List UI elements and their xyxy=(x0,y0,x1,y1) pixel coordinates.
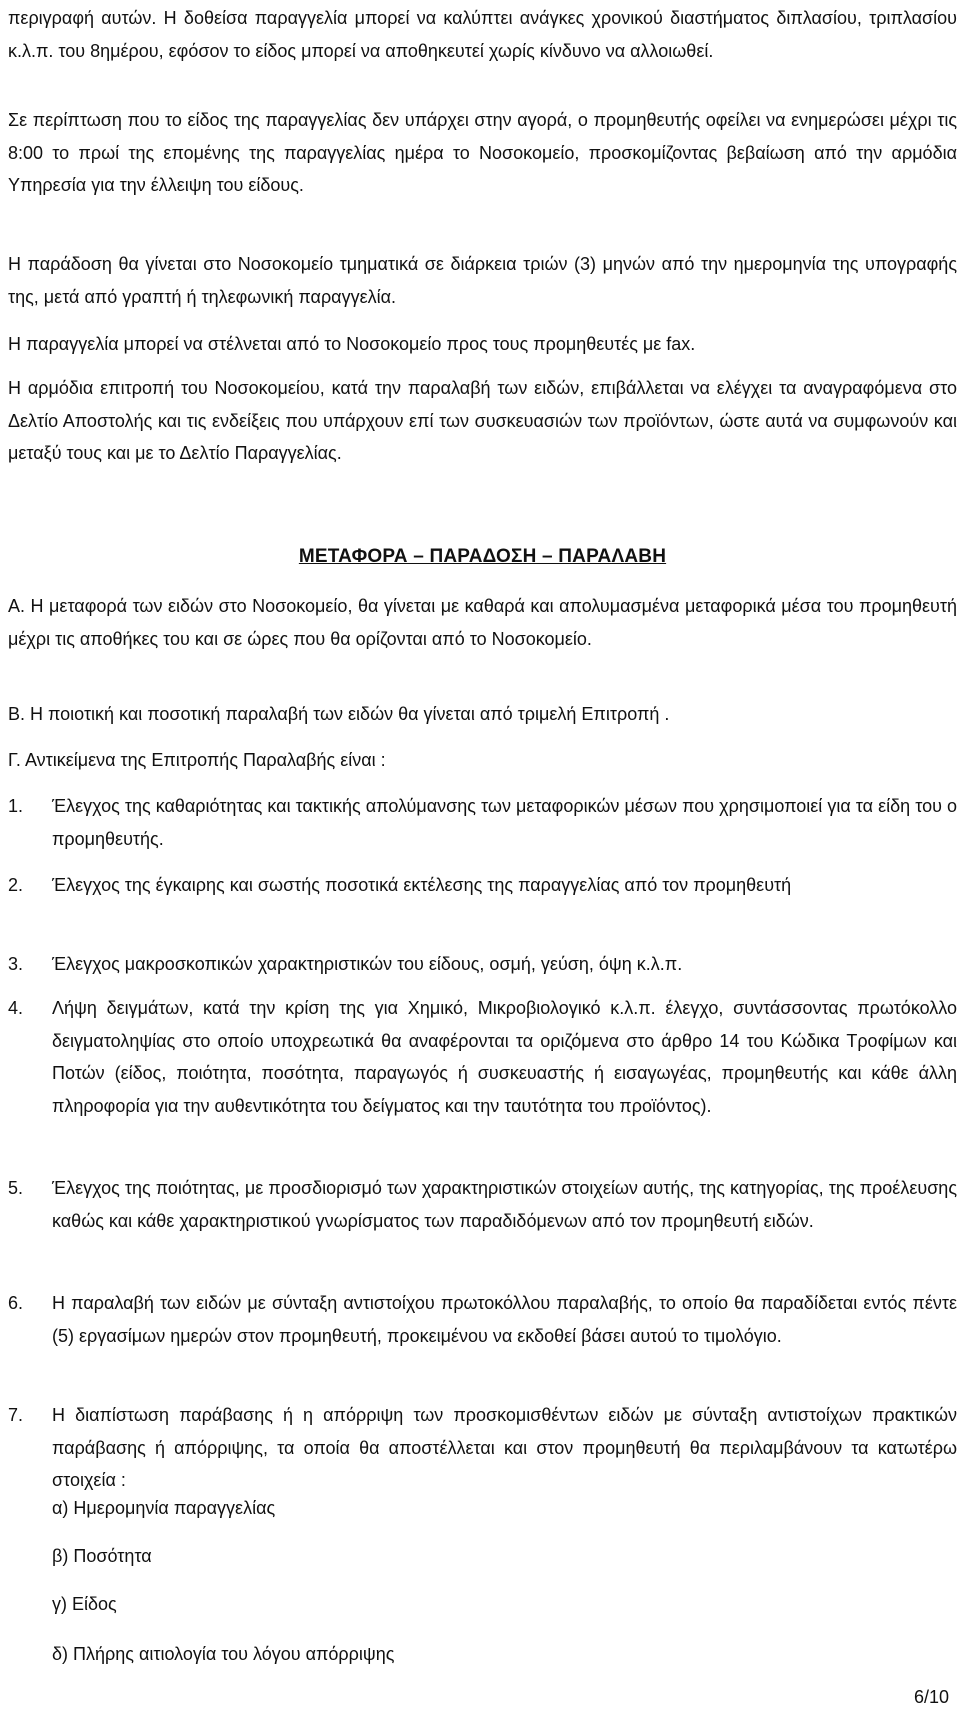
subitem-item-type: γ) Είδος xyxy=(52,1594,117,1614)
list-item-number: 7. xyxy=(8,1405,24,1425)
subitem-order-date: α) Ημερομηνία παραγγελίας xyxy=(52,1498,276,1518)
list-item-number: 6. xyxy=(8,1293,24,1313)
subitem-rejection-reason: δ) Πλήρης αιτιολογία του λόγου απόρριψης xyxy=(52,1644,395,1664)
list-item-number: 1. xyxy=(8,796,24,816)
page-number: 6/10 xyxy=(913,1687,949,1707)
paragraph-item-unavailable: Σε περίπτωση που το είδος της παραγγελίας δεν υπάρχει στην αγορά, ο προμηθευτής οφείλει να ενημερώσει μέχρι τις 8:00 το πρωί της επομένης της παραγγελίας ημέρα το Νοσοκομείο, προσκομίζοντας βεβαίωση από την αρμόδια Υπηρεσία για την έλλειψη του είδους. xyxy=(8,110,957,195)
list-item-text: Έλεγχος της έγκαιρης και σωστής ποσοτικά εκτέλεσης της παραγγελίας από τον προμηθευτή xyxy=(52,875,792,895)
clause-b-receipt: Β. Η ποιοτική και ποσοτική παραλαβή των ειδών θα γίνεται από τριμελή Επιτροπή . xyxy=(8,704,670,724)
list-item-text: Η διαπίστωση παράβασης ή η απόρριψη των προσκομισθέντων ειδών με σύνταξη αντιστοίχων πρακτικών παράβασης ή απόρριψης, τα οποία θα αποστέλλεται και στον προμηθευτή θα περιλαμβάνουν τα κατωτέρω στοιχεία : xyxy=(52,1405,957,1490)
list-item xyxy=(8,1287,957,1352)
section-heading: ΜΕΤΑΦΟΡΑ – ΠΑΡΑΔΟΣΗ – ΠΑΡΑΛΑΒΗ xyxy=(298,546,667,567)
list-item-text: Έλεγχος της καθαριότητας και τακτικής απολύμανσης των μεταφορικών μέσων που χρησιμοποιεί για τα είδη του ο προμηθευτής. xyxy=(52,796,957,849)
document-page xyxy=(8,0,957,1714)
paragraph-order-period: περιγραφή αυτών. Η δοθείσα παραγγελία μπορεί να καλύπτει ανάγκες χρονικού διαστήματος διπλασίου, τριπλασίου κ.λ.π. του 8ημέρου, εφόσον το είδος μπορεί να αποθηκευτεί χωρίς κίνδυνο να αλλοιωθεί. xyxy=(8,8,957,61)
list-item-text: Έλεγχος μακροσκοπικών χαρακτηριστικών του είδους, οσμή, γεύση, όψη κ.λ.π. xyxy=(52,954,683,974)
list-item-text: Έλεγχος της ποιότητας, με προσδιορισμό των χαρακτηριστικών στοιχείων αυτής, της κατηγορίας, της προέλευσης καθώς και κάθε χαρακτηριστικού γνωρίσματος των παραδιδόμενων από τον προμηθευτή ειδών. xyxy=(52,1178,957,1231)
clause-a-transport: Α. Η μεταφορά των ειδών στο Νοσοκομείο, θα γίνεται με καθαρά και απολυμασμένα μεταφορικά μέσα του προμηθευτή μέχρι τις αποθήκες του και σε ώρες που θα ορίζονται από το Νοσοκομείο. xyxy=(8,596,957,649)
paragraph-delivery-schedule: Η παράδοση θα γίνεται στο Νοσοκομείο τμηματικά σε διάρκεια τριών (3) μηνών από την ημερομηνία της υπογραφής της, μετά από γραπτή ή τηλεφωνική παραγγελία. xyxy=(8,254,957,307)
subitem-quantity: β) Ποσότητα xyxy=(52,1546,152,1566)
list-item xyxy=(8,992,957,1122)
list-item xyxy=(8,869,957,902)
list-item-number: 5. xyxy=(8,1178,24,1198)
paragraph-order-fax: Η παραγγελία μπορεί να στέλνεται από το Νοσοκομείο προς τους προμηθευτές με fax. xyxy=(8,334,696,354)
list-item-text: Λήψη δειγμάτων, κατά την κρίση της για Χημικό, Μικροβιολογικό κ.λ.π. έλεγχο, συντάσσοντας πρωτόκολλο δειγματοληψίας στο οποίο υποχρεωτικά θα αναφέρονται τα οριζόμενα στο άρθρο 14 του Κώδικα Τροφίμων και Ποτών (είδος, ποιότητα, ποσότητα, παραγωγός ή συσκευαστής ή εισαγωγέας, προμηθευτής και κάθε άλλη πληροφορία για την αυθεντικότητα του δείγματος και την ταυτότητα του προϊόντος). xyxy=(52,998,957,1116)
clause-c-committee-tasks: Γ. Αντικείμενα της Επιτροπής Παραλαβής είναι : xyxy=(8,750,386,770)
paragraph-committee-check: Η αρμόδια επιτροπή του Νοσοκομείου, κατά την παραλαβή των ειδών, επιβάλλεται να ελέγχει τα αναγραφόμενα στο Δελτίο Αποστολής και τις ενδείξεις που υπάρχουν επί των συσκευασιών των προϊόντων, ώστε αυτά να συμφωνούν και μεταξύ τους και με το Δελτίο Παραγγελίας. xyxy=(8,378,957,463)
list-item-number: 4. xyxy=(8,998,24,1018)
list-item-text: Η παραλαβή των ειδών με σύνταξη αντιστοίχου πρωτοκόλλου παραλαβής, το οποίο θα παραδίδεται εντός πέντε (5) εργασίμων ημερών στον προμηθευτή, προκειμένου να εκδοθεί βάσει αυτού το τιμολόγιο. xyxy=(52,1293,957,1346)
list-item xyxy=(8,1172,957,1237)
list-item-number: 2. xyxy=(8,875,24,895)
list-item xyxy=(8,948,957,981)
list-item xyxy=(8,1399,957,1497)
list-item-number: 3. xyxy=(8,954,24,974)
list-item xyxy=(8,790,957,855)
